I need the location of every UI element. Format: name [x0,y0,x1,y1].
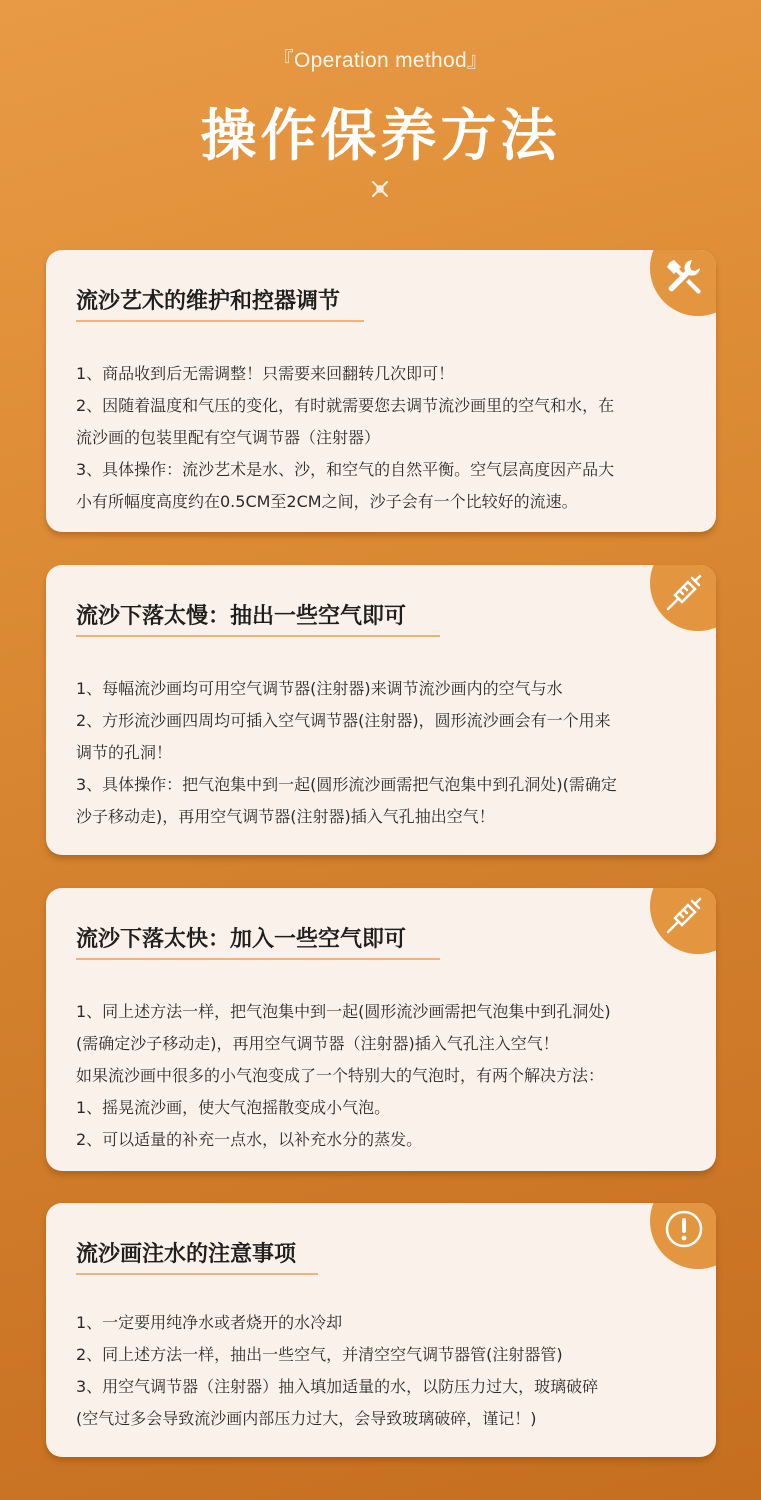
card-fast-fall [46,888,716,1171]
cross-ornament-icon [369,178,391,200]
card-title: 流沙下落太快：加入一些空气即可 [76,927,407,952]
title-underline [76,320,364,322]
card-body [76,358,696,518]
body-line: 调节的孔洞！ [76,743,173,762]
body-line: 沙子移动走)，再用空气调节器(注射器)插入气孔抽出空气！ [76,807,495,826]
body-line: 2、可以适量的补充一点水，以补充水分的蒸发。 [76,1130,423,1149]
body-line: 如果流沙画中很多的小气泡变成了一个特别大的气泡时，有两个解决方法： [76,1066,605,1085]
body-line: (需确定沙子移动走)，再用空气调节器（注射器)插入气孔注入空气！ [76,1034,559,1053]
exclamation-circle-icon [654,1203,716,1255]
title-underline [76,635,440,637]
card-body [76,673,696,833]
card-body [76,996,696,1156]
card-title: 流沙下落太慢：抽出一些空气即可 [76,604,407,629]
body-line: 小有所幅度高度约在0.5CM至2CM之间，沙子会有一个比较好的流速。 [76,492,578,511]
body-line: 2、方形流沙画四周均可插入空气调节器(注射器)，圆形流沙画会有一个用来 [76,711,611,730]
body-line: 2、同上述方法一样，抽出一些空气，并清空空气调节器管(注射器管) [76,1345,563,1364]
body-line: 流沙画的包装里配有空气调节器（注射器） [76,428,381,447]
body-line: 1、同上述方法一样，把气泡集中到一起(圆形流沙画需把气泡集中到孔洞处) [76,1002,611,1021]
page-title: 操作保养方法 [200,103,561,169]
title-underline [76,958,440,960]
card-title: 流沙艺术的维护和控器调节 [76,289,341,314]
card-maintenance [46,250,716,532]
body-line: 1、商品收到后无需调整！只需要来回翻转几次即可！ [76,364,455,383]
title-underline [76,1273,318,1275]
body-line: 3、用空气调节器（注射器）抽入填加适量的水，以防压力过大，玻璃破碎 [76,1377,599,1396]
syringe-icon [654,888,716,940]
body-line: 1、摇晃流沙画，使大气泡摇散变成小气泡。 [76,1098,391,1117]
card-title: 流沙画注水的注意事项 [76,1242,297,1267]
card-body [76,1307,696,1435]
card-slow-fall [46,565,716,855]
body-line: 3、具体操作：把气泡集中到一起(圆形流沙画需把气泡集中到孔洞处)(需确定 [76,775,617,794]
body-line: 2、因随着温度和气压的变化，有时就需要您去调节流沙画里的空气和水，在 [76,396,615,415]
body-line: (空气过多会导致流沙画内部压力过大，会导致玻璃破碎，谨记！) [76,1409,537,1428]
header-subtitle: 『Operation method』 [272,49,489,72]
body-line: 3、具体操作：流沙艺术是水、沙，和空气的自然平衡。空气层高度因产品大 [76,460,615,479]
wrench-screwdriver-icon [654,250,716,302]
card-water-notes [46,1203,716,1457]
body-line: 1、一定要用纯净水或者烧开的水冷却 [76,1313,343,1332]
syringe-icon [654,565,716,617]
body-line: 1、每幅流沙画均可用空气调节器(注射器)来调节流沙画内的空气与水 [76,679,563,698]
